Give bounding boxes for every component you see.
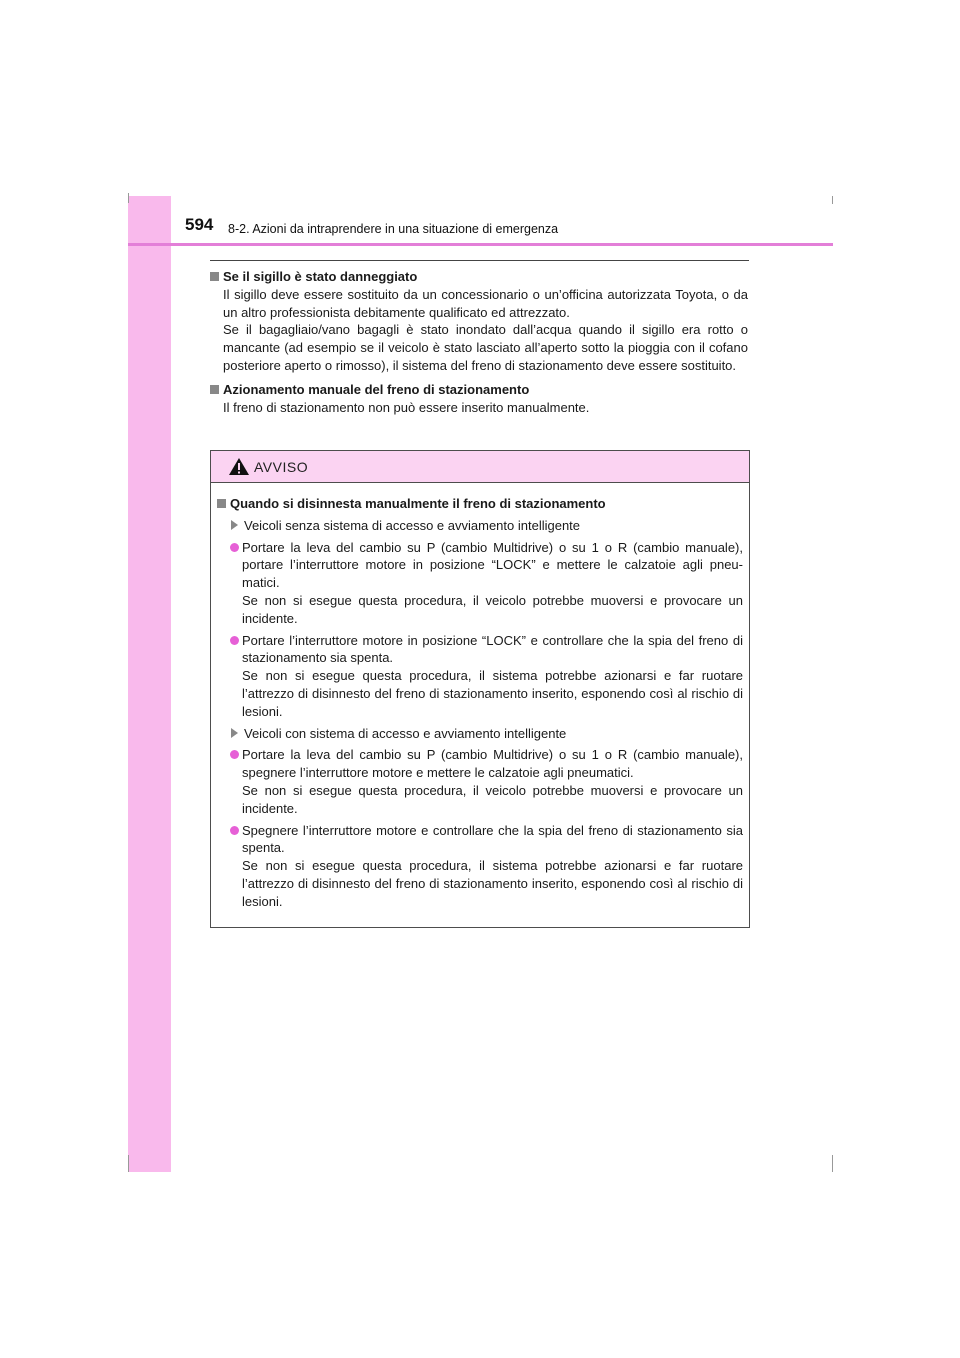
section-divider [210, 260, 749, 261]
vehicle-type-label: Veicoli senza sistema di accesso e avviamento intelligente [231, 517, 743, 535]
paragraph: Il freno di stazionamento non può essere inserito manualmente. [223, 399, 590, 415]
crop-mark [128, 1155, 129, 1172]
warning-box [210, 450, 750, 928]
section-heading: Se il sigillo è stato danneggiato [210, 268, 748, 286]
triangle-bullet-icon [231, 728, 238, 738]
circle-bullet-icon [230, 636, 239, 645]
square-bullet-icon [210, 272, 219, 281]
circle-bullet-icon [230, 826, 239, 835]
vehicle-type-label: Veicoli con sistema di accesso e avviamento intelligente [231, 725, 743, 743]
list-item: Spegnere l’interruttore motore e controllare che la spia del freno di stazionamento sia spenta. Se non si esegue questa procedura, il sistema potrebbe azionarsi e far ruotare l’attrezzo di disinnesto del freno di stazionamento inserito, esponendo così al rischio di lesioni. [217, 822, 743, 911]
square-bullet-icon [217, 499, 226, 508]
page-number: 594 [185, 215, 214, 234]
warning-title: AVVISO [254, 459, 309, 475]
circle-bullet-icon [230, 543, 239, 552]
crop-mark [832, 196, 833, 204]
square-bullet-icon [210, 385, 219, 394]
list-item: Portare la leva del cambio su P (cambio Multidrive) o su 1 o R (cambio manuale), portare l’interruttore motore in posizione “LOCK” e mettere le calzatoie agli pneu-matici. Se non si esegue questa procedura, il veicolo potrebbe muoversi e provocare un incidente. [217, 539, 743, 628]
list-item: Portare l’interruttore motore in posizione “LOCK” e controllare che la spia del freno di stazionamento sia spenta. Se non si esegue questa procedura, il sistema potrebbe azionarsi e far ruotare l’attrezzo di disinnesto del freno di stazionamento inserito, esponendo così al rischio di lesioni. [217, 632, 743, 721]
paragraph: Se il bagagliaio/vano bagagli è stato inondato dall’acqua quando il sigillo era rotto o mancante (ad esempio se il veicolo è stato lasciato all’aperto sotto la pioggia con il cofano posteriore aperto o rimosso), il sistema del freno di stazionamento deve essere sostituito. [223, 322, 748, 373]
header-rule [128, 243, 833, 246]
circle-bullet-icon [230, 750, 239, 759]
crop-mark [128, 193, 129, 203]
crop-mark [832, 1155, 833, 1172]
chapter-sidebar [128, 196, 171, 1172]
triangle-bullet-icon [231, 520, 238, 530]
warning-heading: Quando si disinnesta manualmente il freno di stazionamento [217, 495, 743, 513]
paragraph: Il sigillo deve essere sostituito da un concessionario o un’officina autorizzata Toyota, o da un altro professionista debitamente qualificato ed attrezzato. [223, 286, 748, 320]
warning-body [211, 483, 749, 911]
section-heading: Azionamento manuale del freno di stazionamento [210, 381, 748, 399]
warning-triangle-icon [228, 457, 250, 476]
list-item: Portare la leva del cambio su P (cambio Multidrive) o su 1 o R (cambio manuale), spegnere l’interruttore motore e mettere le calzatoie agli pneumatici. Se non si esegue questa procedura, il veicolo potrebbe muoversi e provocare un incidente. [217, 746, 743, 817]
main-content [210, 268, 748, 416]
chapter-title: 8-2. Azioni da intraprendere in una situazione di emergenza [228, 222, 559, 236]
warning-header [211, 451, 749, 483]
